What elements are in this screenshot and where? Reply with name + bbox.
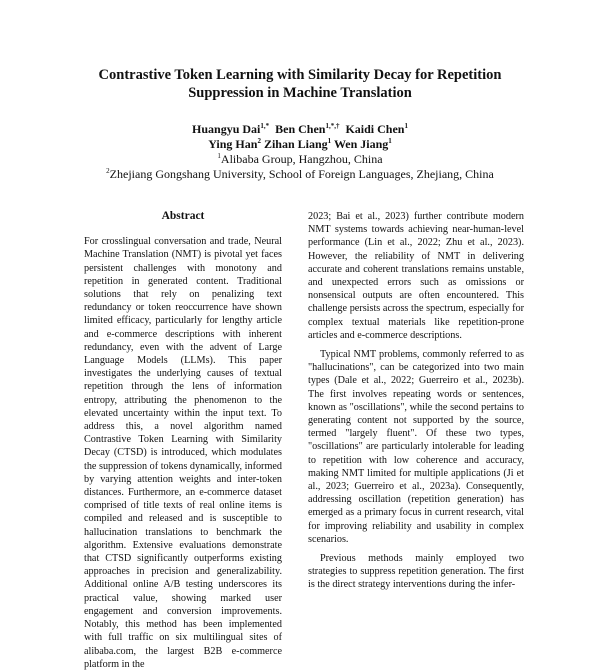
affiliation-text: Zhejiang Gongshang University, School of Foreign Languages, Zhejiang, China <box>109 167 494 181</box>
author-affiliation-mark: 1 <box>404 122 408 130</box>
author-affiliation-mark: 2 <box>257 137 261 145</box>
affiliation <box>80 152 520 167</box>
author-name: Zihan Liang <box>263 137 328 151</box>
author-affiliation-mark: 1 <box>388 137 392 145</box>
abstract-heading: Abstract <box>161 210 205 222</box>
affiliation-mark: 2 <box>106 167 110 175</box>
author-block <box>80 122 520 182</box>
affiliation-text: Alibaba Group, Hangzhou, China <box>220 152 383 166</box>
author-affiliation-mark: 1,* <box>260 122 270 130</box>
title-line: Suppression in Machine Translation <box>188 85 412 101</box>
author-affiliation-mark: 1,*,† <box>325 122 340 130</box>
title-line: Contrastive Token Learning with Similarity Decay for Repetition <box>98 67 502 83</box>
right-column <box>308 210 524 598</box>
left-column <box>84 210 282 671</box>
author-name: Wen Jiang <box>333 137 389 151</box>
paper-title <box>60 66 540 102</box>
author-name: Huangyu Dai <box>192 122 261 136</box>
author-name: Ying Han <box>208 137 258 151</box>
authors-line <box>80 122 520 137</box>
affiliation <box>80 167 520 182</box>
body-paragraph: Previous methods mainly employed two strategies to suppress repetition generation. The first is the direct strategy interventions during the infer- <box>308 553 524 591</box>
authors-line <box>80 137 520 152</box>
abstract-text: For crosslingual conversation and trade, Neural Machine Translation (NMT) is pivotal yet faces persistent challenges with monotony and repetition in generated content. Traditional solutions that rely on penalizing text redundancy or token reoccurrence have shown limited efficacy, particularly for lengthy article and e-commerce descriptions with inherent redundancy, even with the advent of Large Language Models (LLMs). This paper investigates the underlying causes of textual repetition through the lens of information entropy, attributing the phenomenon to the elevated uncertainty within the input text. To address this, a novel algorithm named Contrastive Token Learning with Similarity Decay (CTSD) is introduced, which modulates the suppression of tokens dynamically, informed by varying attention weights and inter-token distances. Furthermore, an e-commerce dataset comprised of title texts of real online items is compiled and released and is susceptible to hallucination translations to benchmark the algorithm. Extensive evaluations demonstrate that CTSD significantly outperforms existing approaches in precision and generalizability. Additional online A/B testing underscores its practical value, showing marked user engagement and conversion improvements. Notably, this method has been implemented with full traffic on six multilingual sites of alibaba.com, the largest B2B e-commerce platform in the <box>84 236 282 670</box>
body-paragraph: 2023; Bai et al., 2023) further contribute modern NMT systems towards achieving near-human-level performance (Lin et al., 2022; Zhu et al., 2023). However, the reliability of NMT in delivering accurate and coherent translations remains unstable, and unexpected errors such as omissions or nonsensical outputs are often encountered. This challenge persists across the spectrum, especially for complex textual materials like repetition-prone articles and e-commerce descriptions. <box>308 211 524 341</box>
author-affiliation-mark: 1 <box>327 137 332 145</box>
author-name: Kaidi Chen <box>345 122 405 136</box>
author-name: Ben Chen <box>275 122 326 136</box>
affiliation-mark: 1 <box>217 152 221 160</box>
body-paragraph: Typical NMT problems, commonly referred to as "hallucinations", can be categorized into two main types (Dale et al., 2022; Guerreiro et al., 2023b). The first involves repeating words or sentences, known as "oscillations", while the second pertains to generating content not supported by the source, termed "largely fluent". Of these two types, "oscillations" are particularly intolerable for leading to repetition with low coherence and accuracy, making NMT limited for multiple applications (Ji et al., 2023; Guerreiro et al., 2023a). Consequently, addressing oscillation (repetition generation) has emerged as a primary focus in current research, vital for improving reliability and usability in complex scenarios. <box>308 349 524 545</box>
